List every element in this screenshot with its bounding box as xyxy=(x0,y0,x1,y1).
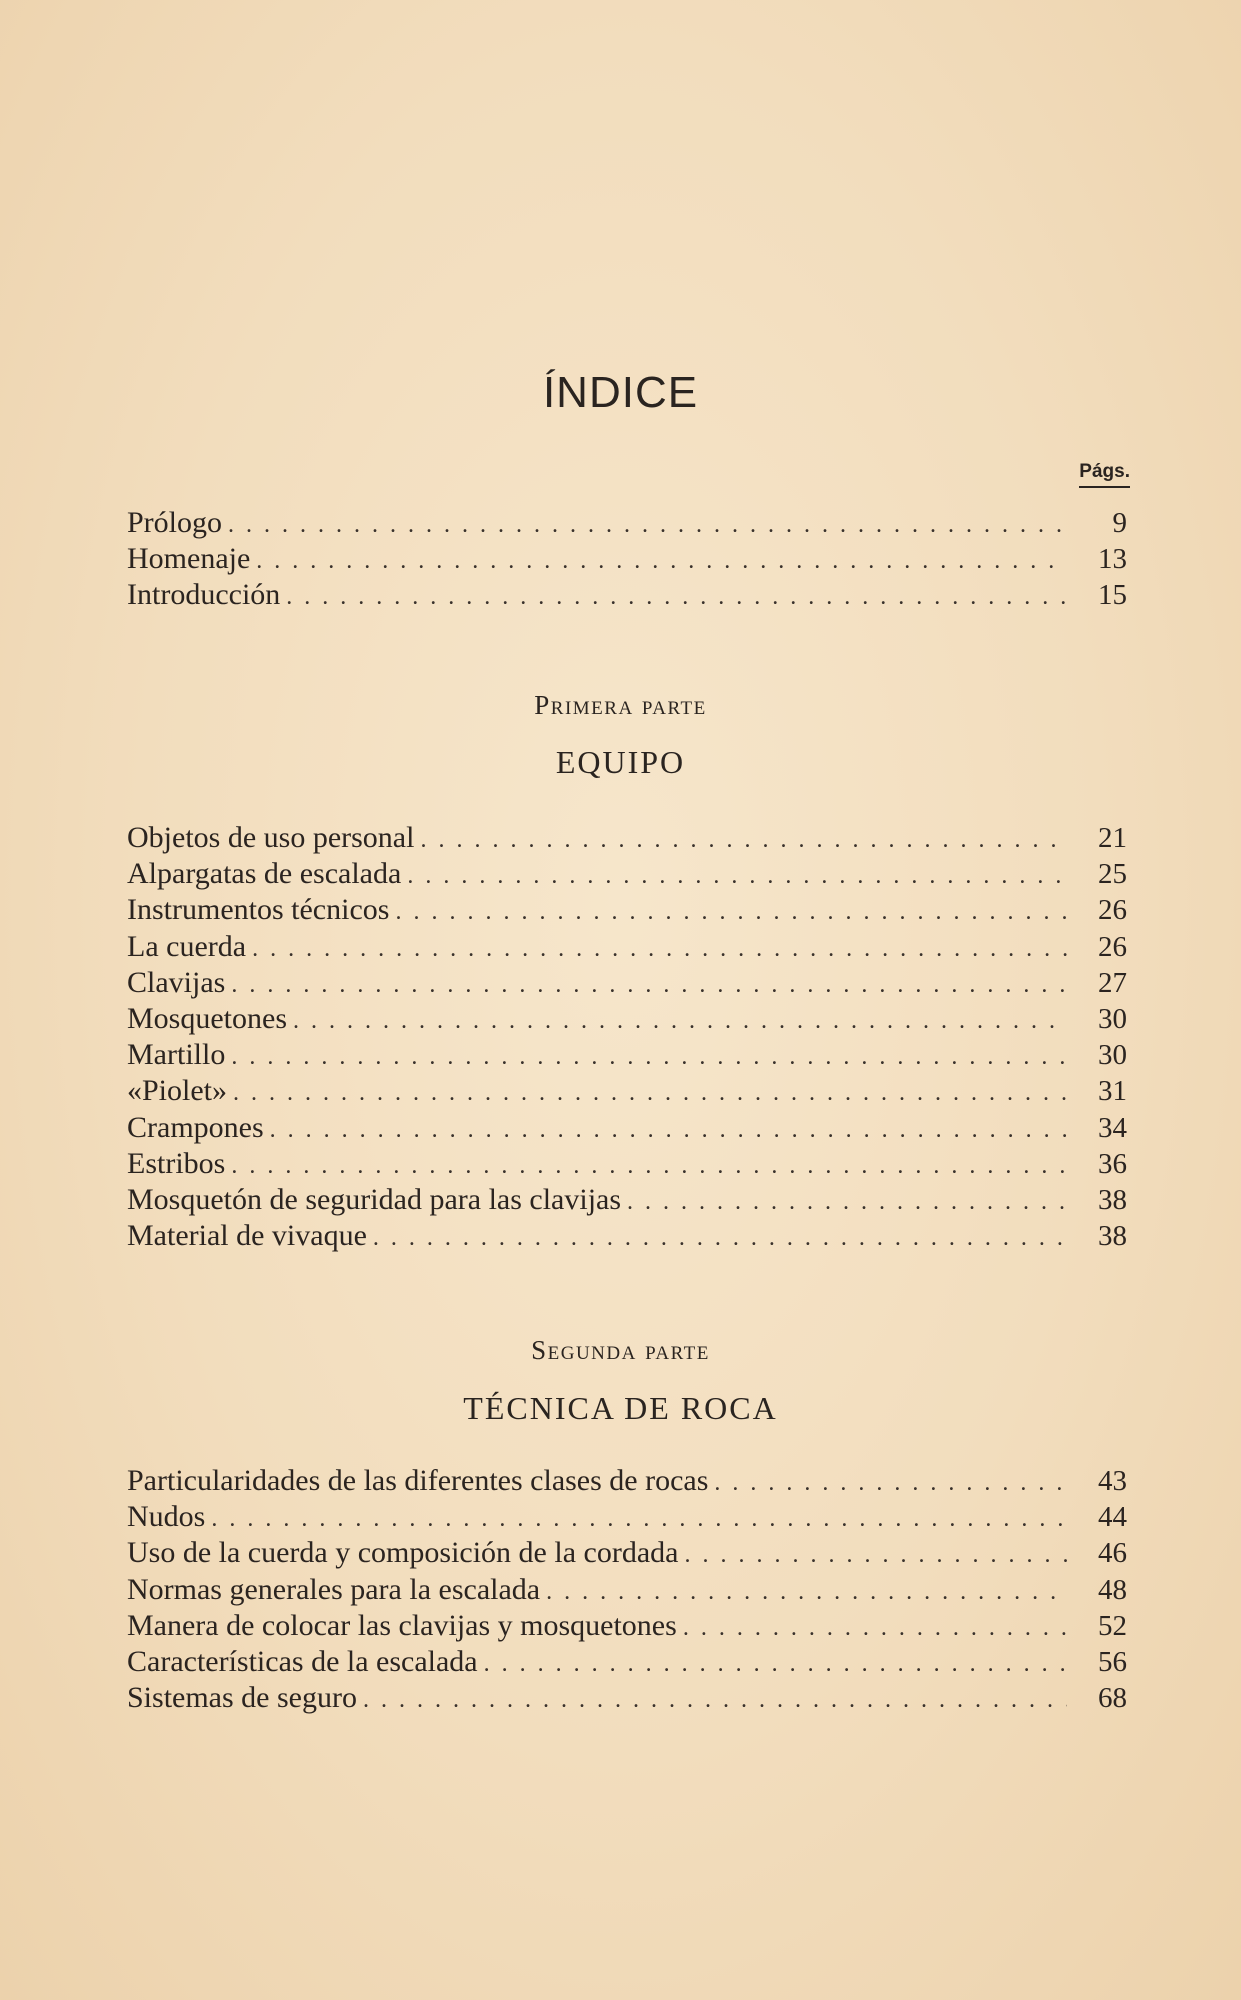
toc-entry-page: 52 xyxy=(1098,1609,1127,1642)
index-title: ÍNDICE xyxy=(542,368,699,417)
toc-entry-label: Manera de colocar las clavijas y mosquetones xyxy=(127,1608,677,1642)
toc-entry xyxy=(127,505,1127,541)
toc-entry-label: La cuerda xyxy=(127,929,247,963)
toc-entry xyxy=(127,1218,1127,1254)
dot-leader xyxy=(256,543,1067,579)
toc-entry-label: Prólogo xyxy=(127,506,223,539)
dot-leader xyxy=(231,1148,1067,1184)
dot-leader xyxy=(420,822,1067,858)
toc-entry-page: 31 xyxy=(1098,1075,1127,1108)
toc-entry-label: Objetos de uso personal xyxy=(127,821,415,854)
toc-entry-label: Normas generales para la escalada xyxy=(127,1572,541,1606)
toc-entry-page: 56 xyxy=(1098,1645,1127,1678)
toc-entry-label: Sistemas de seguro xyxy=(127,1681,357,1715)
toc-entry xyxy=(127,1499,1127,1535)
dot-leader xyxy=(293,1003,1067,1039)
part2-label-text: Segunda parte xyxy=(531,1335,710,1365)
dot-leader xyxy=(231,1039,1067,1075)
toc-entry-label: Clavijas xyxy=(127,965,226,999)
toc-entry-page: 36 xyxy=(1098,1147,1127,1180)
toc-entry xyxy=(127,1110,1127,1146)
toc-entry-page: 48 xyxy=(1098,1573,1127,1606)
dot-leader xyxy=(627,1184,1067,1220)
toc-entry xyxy=(127,856,1127,892)
toc-entry xyxy=(127,577,1127,613)
toc-entry-page: 30 xyxy=(1098,1039,1127,1072)
toc-entry-page: 26 xyxy=(1098,930,1127,963)
dot-leader xyxy=(270,1112,1067,1148)
toc-entry-label: «Piolet» xyxy=(127,1074,228,1108)
dot-leader xyxy=(252,931,1067,967)
toc-entry-page: 44 xyxy=(1098,1501,1127,1534)
part1-toc xyxy=(127,820,1127,1254)
toc-entry-page: 46 xyxy=(1098,1537,1127,1570)
dot-leader xyxy=(363,1682,1067,1718)
toc-entry xyxy=(127,1535,1127,1571)
toc-entry-page: 26 xyxy=(1098,894,1127,927)
dot-leader xyxy=(373,1220,1067,1256)
part1-label xyxy=(0,690,1241,721)
dot-leader xyxy=(407,858,1067,894)
dot-leader xyxy=(395,894,1067,930)
intro-toc xyxy=(127,505,1127,614)
toc-entry-page: 21 xyxy=(1098,822,1127,854)
part1-label-text: Primera parte xyxy=(534,690,707,720)
dot-leader xyxy=(211,1501,1067,1537)
toc-entry-label: Introducción xyxy=(127,578,281,612)
toc-entry-label: Particularidades de las diferentes clases de rocas xyxy=(127,1464,709,1497)
toc-entry xyxy=(127,892,1127,928)
dot-leader xyxy=(714,1465,1067,1501)
toc-entry-page: 9 xyxy=(1112,507,1127,539)
toc-entry-page: 68 xyxy=(1098,1682,1127,1715)
toc-entry-label: Homenaje xyxy=(127,542,251,576)
toc-entry-label: Uso de la cuerda y composición de la cordada xyxy=(127,1536,679,1570)
toc-entry-label: Estribos xyxy=(127,1146,226,1180)
toc-entry-page: 43 xyxy=(1098,1465,1127,1497)
toc-entry-label: Martillo xyxy=(127,1038,226,1072)
toc-entry xyxy=(127,1572,1127,1608)
toc-entry xyxy=(127,965,1127,1001)
dot-leader xyxy=(228,507,1067,543)
toc-entry xyxy=(127,541,1127,577)
toc-entry-label: Material de vivaque xyxy=(127,1219,367,1253)
toc-entry-label: Instrumentos técnicos xyxy=(127,893,390,927)
toc-entry-label: Nudos xyxy=(127,1500,206,1534)
toc-entry-label: Mosquetón de seguridad para las clavijas xyxy=(127,1182,622,1216)
toc-entry-label: Alpargatas de escalada xyxy=(127,857,402,891)
dot-leader xyxy=(546,1574,1067,1610)
toc-entry-page: 38 xyxy=(1098,1183,1127,1216)
toc-entry-page: 27 xyxy=(1098,966,1127,999)
toc-entry xyxy=(127,929,1127,965)
dot-leader xyxy=(286,579,1067,615)
toc-entry-page: 38 xyxy=(1098,1220,1127,1253)
dot-leader xyxy=(683,1610,1067,1646)
toc-entry-page: 25 xyxy=(1098,858,1127,891)
toc-entry xyxy=(127,1680,1127,1716)
part2-label xyxy=(0,1335,1241,1366)
toc-entry-label: Características de la escalada xyxy=(127,1644,478,1678)
toc-entry-page: 13 xyxy=(1098,543,1127,576)
dot-leader xyxy=(231,967,1067,1003)
toc-entry xyxy=(127,1146,1127,1182)
part2-title: TÉCNICA DE ROCA xyxy=(463,1390,778,1426)
toc-entry xyxy=(127,1608,1127,1644)
toc-entry-page: 34 xyxy=(1098,1111,1127,1144)
dot-leader xyxy=(484,1646,1067,1682)
toc-entry xyxy=(127,1644,1127,1680)
toc-entry-page: 30 xyxy=(1098,1002,1127,1035)
toc-entry-label: Crampones xyxy=(127,1110,264,1144)
toc-entry xyxy=(127,1463,1127,1499)
dot-leader xyxy=(684,1537,1067,1573)
part1-title: EQUIPO xyxy=(555,744,686,780)
toc-entry xyxy=(127,1073,1127,1109)
toc-entry xyxy=(127,820,1127,856)
toc-entry-label: Mosquetones xyxy=(127,1001,287,1035)
dot-leader xyxy=(233,1075,1067,1111)
part2-toc xyxy=(127,1463,1127,1716)
toc-entry xyxy=(127,1037,1127,1073)
pages-column-header: Págs. xyxy=(1079,461,1130,488)
toc-entry-page: 15 xyxy=(1098,579,1127,612)
toc-entry xyxy=(127,1001,1127,1037)
toc-entry xyxy=(127,1182,1127,1218)
